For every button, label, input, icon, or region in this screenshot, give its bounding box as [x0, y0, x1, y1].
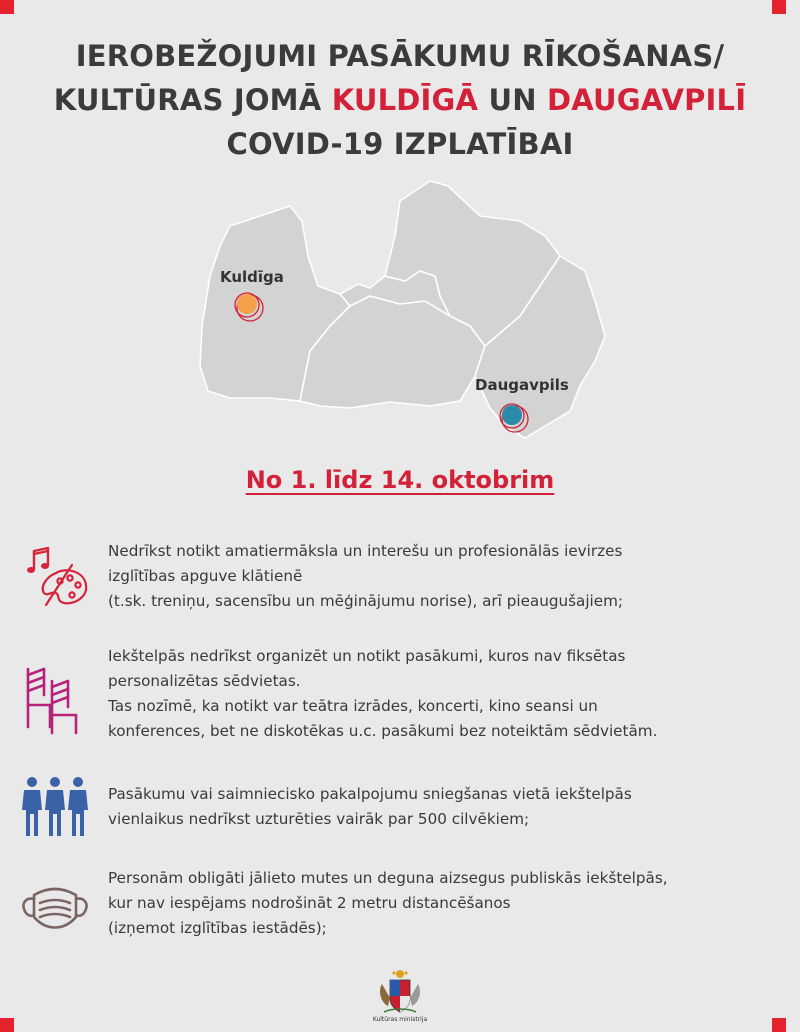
music-palette-icon [26, 545, 90, 613]
rule-2-line-2: personalizētas sēdvietas. [108, 672, 301, 690]
corner-mark-bottom-right [772, 1018, 786, 1032]
title-text: UN [478, 83, 547, 117]
city-label-kuldiga: Kuldīga [220, 268, 284, 286]
corner-mark-bottom-left [0, 1018, 14, 1032]
rule-block-3 [108, 782, 768, 832]
latvia-map-svg [190, 176, 620, 446]
rule-block-1 [108, 539, 768, 614]
rule-2-line-3: Tas nozīmē, ka notikt var teātra izrādes, koncerti, kino seansi un [108, 697, 598, 715]
rule-2-line-1: Iekštelpās nedrīkst organizēt un notikt pasākumi, kuros nav fiksētas [108, 647, 626, 665]
rule-block-2 [108, 644, 768, 744]
title-line-1: IEROBEŽOJUMI PASĀKUMU RĪKOŠANAS/ [75, 39, 725, 73]
title-line-3: COVID-19 IZPLATĪBAI [226, 127, 574, 161]
ministry-caption: Kultūras ministrija [372, 1016, 428, 1023]
rule-4-line-3: (izņemot izglītības iestādēs); [108, 919, 327, 937]
city-label-daugavpils: Daugavpils [475, 376, 569, 394]
rule-block-4 [108, 866, 768, 941]
people-icon [20, 776, 90, 842]
rule-1-line-1: Nedrīkst notikt amatiermāksla un interešu un profesionālās ievirzes [108, 542, 623, 560]
rule-3-line-2: vienlaikus nedrīkst uzturēties vairāk par 500 cilvēkiem; [108, 810, 530, 828]
face-mask-icon [20, 885, 90, 937]
title-line-2 [0, 78, 800, 122]
latvia-map [190, 176, 620, 446]
corner-mark-top-right [772, 0, 786, 14]
title-city-kuldiga: KULDĪGĀ [331, 83, 479, 117]
page-title [0, 34, 800, 166]
rule-3-line-1: Pasākumu vai saimniecisko pakalpojumu sniegšanas vietā iekštelpās [108, 785, 632, 803]
kuldiga-marker [237, 294, 257, 314]
daugavpils-marker [502, 405, 522, 425]
corner-mark-top-left [0, 0, 14, 14]
rule-4-line-1: Personām obligāti jālieto mutes un deguna aizsegus publiskās iekštelpās, [108, 869, 668, 887]
rule-1-line-3: (t.sk. treniņu, sacensību un mēģinājumu norise), arī pieaugušajiem; [108, 592, 624, 610]
title-city-daugavpils: DAUGAVPILĪ [547, 83, 747, 117]
rule-2-line-4: konferences, bet ne diskotēkas u.c. pasākumi bez noteiktām sēdvietām. [108, 722, 658, 740]
date-range-heading: No 1. līdz 14. oktobrim [245, 466, 555, 494]
rule-4-line-2: kur nav iespējams nodrošināt 2 metru distancēšanos [108, 894, 511, 912]
rule-1-line-2: izglītības apguve klātienē [108, 567, 303, 585]
title-text: KULTŪRAS JOMĀ [53, 83, 332, 117]
chairs-icon [22, 665, 86, 739]
